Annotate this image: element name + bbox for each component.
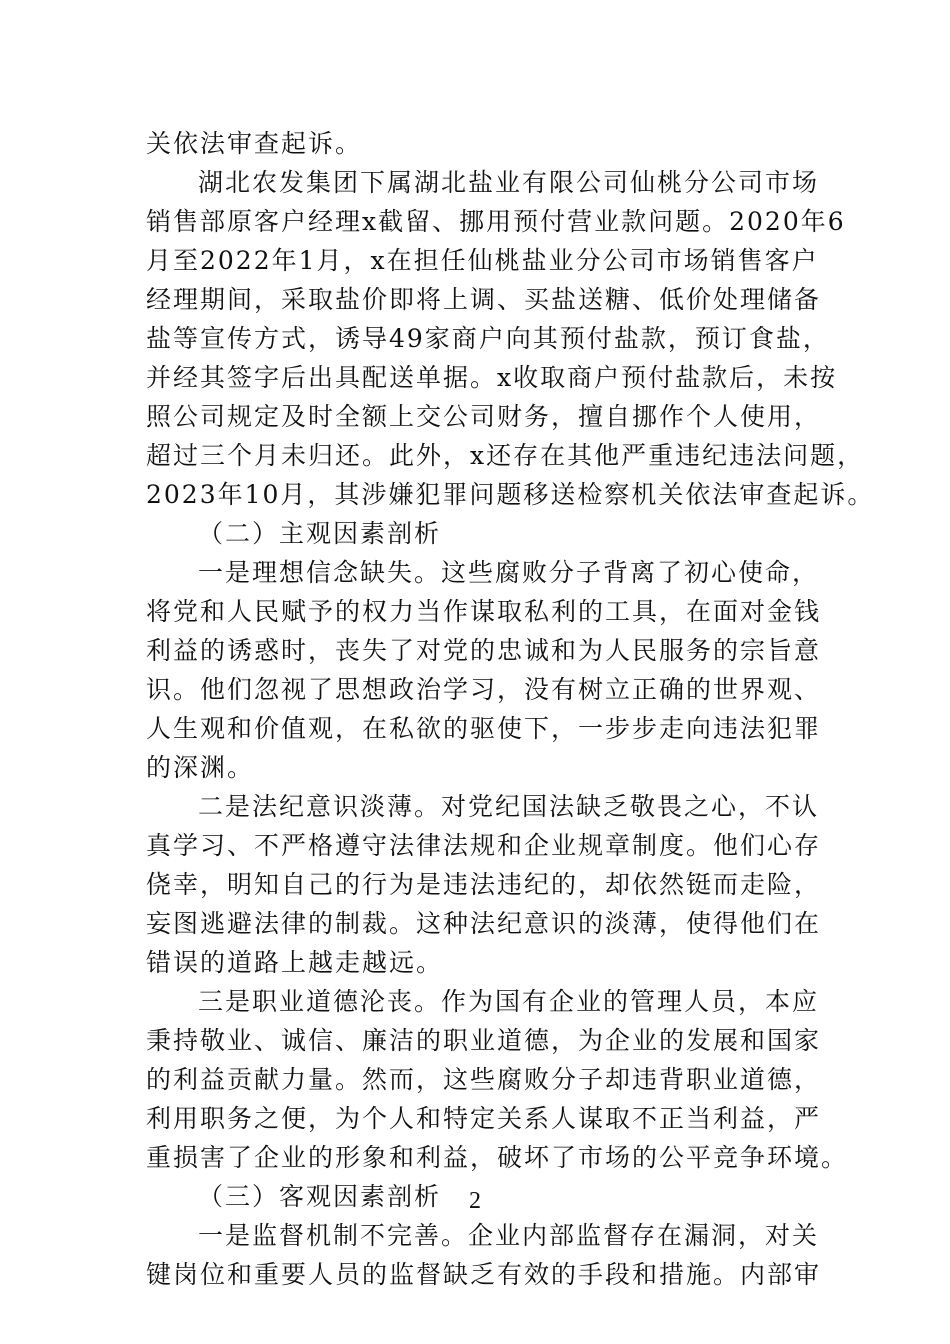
text-line: 湖北农发集团下属湖北盐业有限公司仙桃分公司市场 — [198, 168, 820, 197]
text-line: 将党和人民赋予的权力当作谋取私利的工具，在面对金钱 — [146, 597, 822, 626]
text-line: 重损害了企业的形象和利益，破坏了市场的公平竞争环境。 — [146, 1143, 849, 1172]
text-line: 2023年10月，其涉嫌犯罪问题移送检察机关依法审查起诉。 — [146, 480, 875, 509]
section-heading: （三）客观因素剖析 — [198, 1182, 442, 1211]
text-line: 侥幸，明知自己的行为是违法违纪的，却依然铤而走险， — [146, 870, 822, 899]
text-line: 销售部原客户经理x截留、挪用预付营业款问题。2020年6 — [146, 207, 846, 236]
text-line: 关依法审查起诉。 — [146, 129, 363, 158]
text-line: 并经其签字后出具配送单据。x收取商户预付盐款后，未按 — [146, 363, 838, 392]
text-line: 超过三个月未归还。此外，x还存在其他严重违纪违法问题， — [146, 441, 865, 470]
document-body — [146, 124, 875, 1294]
text-line: 照公司规定及时全额上交公司财务，擅自挪作个人使用， — [146, 402, 822, 431]
text-line: 一是监督机制不完善。企业内部监督存在漏洞，对关 — [198, 1221, 820, 1250]
text-line: 识。他们忽视了思想政治学习，没有树立正确的世界观、 — [146, 675, 822, 704]
text-line: 月至2022年1月，x在担任仙桃盐业分公司市场销售客户 — [146, 246, 819, 275]
text-line: 真学习、不严格遵守法律法规和企业规章制度。他们心存 — [146, 831, 822, 860]
text-line: 的利益贡献力量。然而，这些腐败分子却违背职业道德， — [146, 1065, 822, 1094]
text-line: 妄图逃避法律的制裁。这种法纪意识的淡薄，使得他们在 — [146, 909, 822, 938]
text-line: 利益的诱惑时，丧失了对党的忠诚和为人民服务的宗旨意 — [146, 636, 822, 665]
text-line: 利用职务之便，为个人和特定关系人谋取不正当利益，严 — [146, 1104, 822, 1133]
page-number: 2 — [469, 1188, 481, 1214]
section-heading: （二）主观因素剖析 — [198, 519, 442, 548]
text-line: 错误的道路上越走越远。 — [146, 948, 444, 977]
text-line: 一是理想信念缺失。这些腐败分子背离了初心使命， — [198, 558, 820, 587]
text-line: 盐等宣传方式，诱导49家商户向其预付盐款，预订食盐， — [146, 324, 830, 353]
text-line: 二是法纪意识淡薄。对党纪国法缺乏敬畏之心，不认 — [198, 792, 820, 821]
text-line: 秉持敬业、诚信、廉洁的职业道德，为企业的发展和国家 — [146, 1026, 822, 1055]
text-line: 人生观和价值观，在私欲的驱使下，一步步走向违法犯罪 — [146, 714, 822, 743]
text-line: 键岗位和重要人员的监督缺乏有效的手段和措施。内部审 — [146, 1260, 822, 1289]
text-line: 经理期间，采取盐价即将上调、买盐送糖、低价处理储备 — [146, 285, 822, 314]
text-line: 三是职业道德沦丧。作为国有企业的管理人员，本应 — [198, 987, 820, 1016]
text-line: 的深渊。 — [146, 753, 255, 782]
